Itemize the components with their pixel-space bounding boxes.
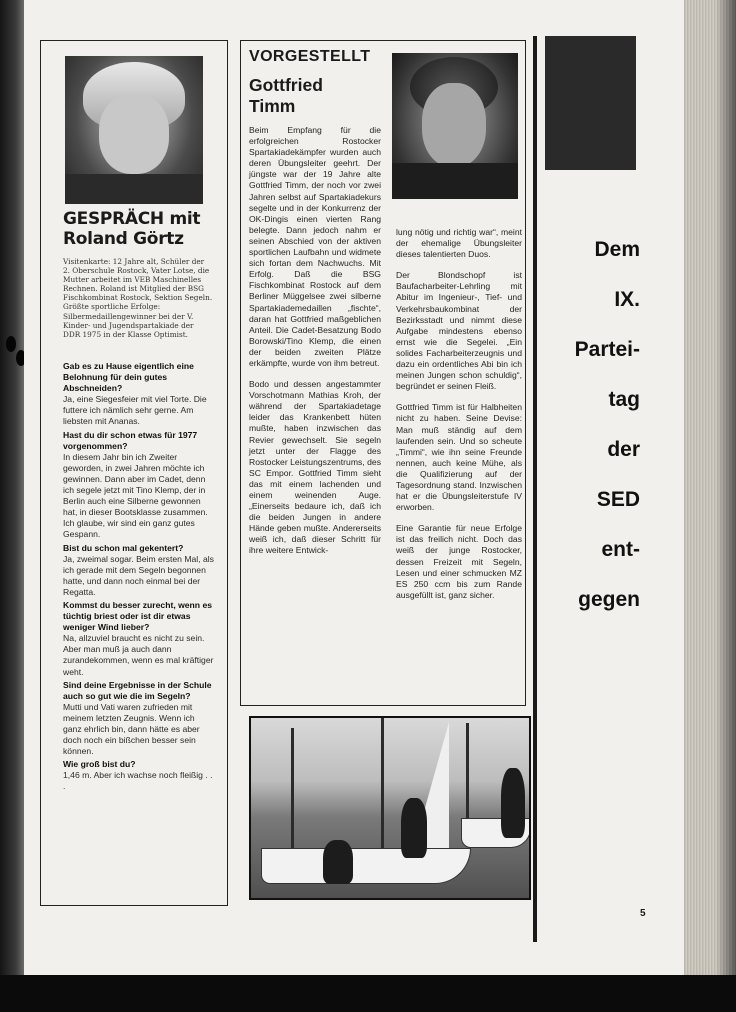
interview-box (40, 40, 228, 906)
article-title: Gottfried Timm (249, 75, 323, 116)
qa-answer: Na, allzuviel braucht es nicht zu sein. Aber man muß ja auch dann zurandekommen, wenn es mal kräftiger weht. (63, 633, 214, 677)
article-paragraph: Gottfried Timm ist für Halbheiten nicht zu haben. Seine Devise: Man muß ständig auf dem laufenden sein. Und so scheute „Timmi“, wie ihn seine Freunde nennen, auch keine Mühe, als die Qualifizierung auf der Tagesordnung stand. Inzwischen hat er die Übungsleiterstufe IV erworben. (396, 402, 522, 513)
qa-item (63, 680, 215, 758)
qa-answer: Mutti und Vati waren zufrieden mit meinem letzten Zeugnis. Wenn ich ganz ehrlich bin, dann hätte es aber doch noch ein bißchen besser sein können. (63, 701, 200, 757)
article-kicker: VORGESTELLT (249, 48, 371, 65)
qa-answer: 1,46 m. Aber ich wachse noch fleißig . . . (63, 770, 213, 792)
sailor-figure (401, 798, 427, 858)
headline-word: SED (596, 488, 640, 511)
qa-item (63, 361, 215, 428)
scan-background (0, 975, 736, 1012)
boat-mast (291, 728, 294, 848)
qa-item (63, 759, 215, 792)
qa-question: Gab es zu Hause eigentlich eine Belohnung für dein gutes Abschneiden? (63, 361, 194, 394)
article-paragraph: Bodo und dessen angestammter Vorschotmann Mathias Kroh, der während der Spartakiadetage leider das Krankenbett hüten mußte, haben inzwischen das Revier gewechselt. Sie segeln jetzt unter der Flagge des Rostocker Leistungszentrums, des SC Empor. Gottfried Timm sieht das mit einem lachenden und einem weinenden Auge. „Einerseits bedaure ich, daß ich die beiden Jungen in andere Hände geben mußte. Andererseits weiß ich, daß dieser Schritt für ihre weitere Entwick- (249, 379, 381, 556)
roland-goertz-photo (65, 56, 203, 204)
headline-word: gegen (578, 588, 640, 611)
qa-answer: Ja, eine Siegesfeier mit viel Torte. Die futtere ich nämlich sehr gerne. Am liebsten mit Ananas. (63, 394, 207, 427)
qa-answer: In diesem Jahr bin ich Zweiter geworden, in zwei Jahren möchte ich gewinnen. Dann aber im Cadet, denn ich segele jetzt mit Tino Klemp, der in Berlin auch eine Silberne gewonnen hat, in dieser Bootsklasse zusammen. Ich glaube, wir sind ein ganz gutes Gespann. (63, 451, 208, 540)
qa-question: Wie groß bist du? (63, 759, 136, 770)
headline-word: der (607, 438, 640, 461)
sailing-boats-photo (249, 716, 531, 900)
page-number: 5 (640, 908, 646, 919)
qa-question: Kommst du besser zurecht, wenn es tüchtig briest oder ist dir etwas weniger Wind lieber? (63, 599, 212, 633)
vertical-headline (548, 238, 640, 612)
qa-item (63, 600, 215, 678)
headline-word: ent- (601, 538, 640, 561)
page-stack-edge (684, 0, 736, 975)
decorative-block (545, 36, 636, 170)
portrait-article (240, 40, 526, 706)
article-column-1 (249, 125, 381, 567)
article-paragraph: Beim Empfang für die erfolgreichen Rostocker Spartakiadekämpfer wurden auch deren Übungsleiter geehrt. Der jüngste war der 19 Jahre alte Gottfried Timm, der noch vor zwei Jahren selbst auf Spartakiadekurs segelte und in der Konkurrenz der OK-Dingis einen vierten Rang belegte. Dann jedoch nahm er seinen Abschied von der aktiven sportlichen Laufbahn und widmete sich fortan dem Nachwuchs. Mit Erfolg. Daß die BSG Fischkombinat Rostock auf dem Berliner Müggelsee zwei silberne Spartakiademedaillen „fischte“, daran hat Gottfried maßgeblichen Anteil. Die Cadet-Besatzung Bodo Borowski/Tino Klemp, die einen der beiden zweiten Plätze erkämpfte, wurde von ihm betreut. (249, 125, 381, 368)
qa-question: Bist du schon mal gekentert? (63, 542, 184, 553)
article-paragraph: lung nötig und richtig war“, meint der ehemalige Übungsleiter dieses talentierten Duos. (396, 227, 522, 260)
boat-mast (466, 723, 469, 833)
qa-question: Hast du dir schon etwas für 1977 vorgenommen? (63, 429, 198, 451)
binding-hole (6, 336, 16, 352)
book-spine (0, 0, 26, 975)
column-rule (533, 36, 537, 942)
headline-word: tag (608, 388, 640, 411)
article-column-2 (396, 227, 522, 611)
visitenkarte-text: Visitenkarte: 12 Jahre alt, Schüler der 2. Oberschule Rostock, Vater Lotse, die Mutter arbeitet im VEB Maschinelles Rechnen. Roland ist Mitglied der BSG Fischkombinat Rostock, Sektion Segeln. Größte sportliche Erfolge: Silbermedaillengewinner bei der V. Kinder- und Jugendspartakiade der DDR 1975 in der Klasse Optimist. (63, 257, 213, 339)
sailor-figure (501, 768, 525, 838)
boat-hull (261, 848, 471, 884)
qa-question: Sind deine Ergebnisse in der Schule auch so gut wie die im Segeln? (63, 679, 212, 701)
qa-item (63, 430, 215, 541)
article-paragraph: Eine Garantie für neue Erfolge ist das freilich nicht. Doch das weiß der junge Rostocker, dessen Freizeit mit Segeln, Lesen und einer schmucken MZ ES 250 ccm bis zum Rande ausgefüllt ist, ganz sicher. (396, 523, 522, 600)
boat-mast (381, 718, 384, 868)
article-paragraph: Der Blondschopf ist Baufacharbeiter-Lehrling mit Abitur im Ingenieur-, Tief- und Verkehrsbaukombinat der Bezirksstadt und nimmt diese Aufgabe mindestens ebenso ernst wie die Segelei. „Ein solides Facharbeiterzeugnis und dazu ein ordentliches Abi bin ich meinen Jungen schon schuldig“, begründet er seinen Fleiß. (396, 270, 522, 392)
headline-word: Dem (594, 238, 640, 261)
qa-answer: Ja, zweimal sogar. Beim ersten Mal, als ich gerade mit dem Segeln begonnen hatte, und dann noch einmal bei der Regatta. (63, 553, 214, 597)
sailor-figure (323, 840, 353, 884)
qa-item (63, 543, 215, 598)
interview-title: GESPRÄCH mit Roland Görtz (63, 209, 201, 249)
headline-word: Partei- (574, 338, 640, 361)
headline-word: IX. (614, 288, 640, 311)
gottfried-timm-photo (392, 53, 518, 199)
qa-list (63, 361, 215, 795)
